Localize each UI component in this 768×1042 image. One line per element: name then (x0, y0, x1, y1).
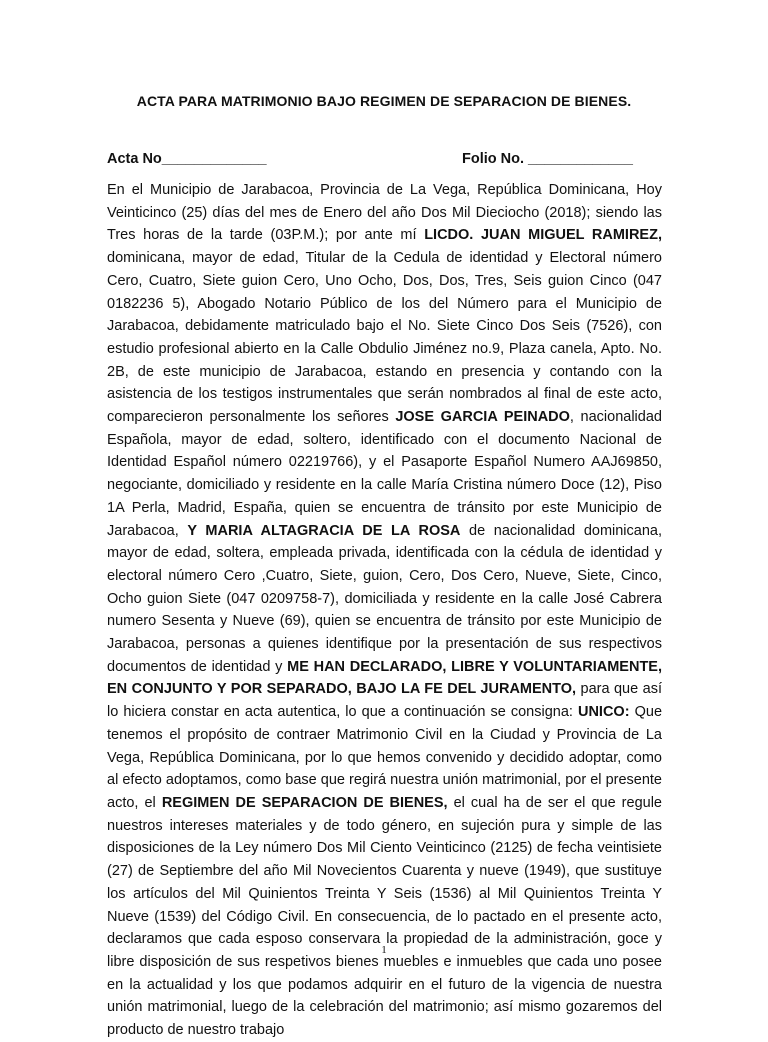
folio-number-label: Folio No. _____________ (462, 151, 633, 167)
declaration-statement: ME HAN DECLARADO, LIBRE Y VOLUNTARIAMENTE, EN CONJUNTO Y POR SEPARADO, BAJO LA FE DEL JURAMENTO, (107, 658, 663, 698)
body-text-segment: Que tenemos el propósito de contraer Matrimonio Civil en la Ciudad y Provincia de La Vega, República Dominicana, por lo que hemos convenido y decidido adoptar, como al efecto adoptamos, como base que regirá nuestra unión matrimonial, por el presente acto, el (107, 704, 663, 811)
document-title: ACTA PARA MATRIMONIO BAJO REGIMEN DE SEPARACION DE BIENES. (136, 93, 632, 109)
page-number: 1 (381, 944, 387, 956)
regime-name: REGIMEN DE SEPARACION DE BIENES, (161, 794, 448, 811)
body-text-segment: el cual ha de ser el que regule nuestros intereses materiales y de todo género, en sujeción pura y simple de las disposiciones de la Ley número Dos Mil Ciento Veinticinco (2125) de fecha veintisiete (27) de Septiembre del año Mil Novecientos Cuarenta y nueve (1949), que sustituye los artículos del Mil Quinientos Treinta Y Seis (1536) al Mil Quinientos Treinta Y Nueve (1539) del Código Civil. En consecuencia, de lo pactado en el presente acto, declaramos que cada esposo conservara la propiedad de la administración, goce y libre disposición de sus respetivos bienes muebles e inmuebles que cada uno posee en la actualidad y los que podamos adquirir en el futuro de la vigencia de nuestra unión matrimonial, luego de la celebración del matrimonio; así mismo gozaremos del producto de nuestro trabajo (107, 794, 662, 1039)
notary-name: LICDO. JUAN MIGUEL RAMIREZ, (424, 227, 662, 244)
body-text-segment: dominicana, mayor de edad, Titular de la Cedula de identidad y Electoral número Cero, Cuatro, Siete guion Cero, Uno Ocho, Dos, Dos, Tres, Seis guion Cinco (047 0182236 5), Abogado Notario Público de los del Número para el Municipio de Jarabacoa, debidamente matriculado bajo el No. Siete Cinco Dos Seis (7526), con estudio profesional abierto en la Calle Obdulio Jiménez no.9, Plaza canela, Apto. No. 2B, de este municipio de Jarabacoa, estando en presencia y contando con la asistencia de los testigos instrumentales que serán nombrados al final de este acto, comparecieron personalmente los señores (107, 250, 662, 426)
acta-header-row (107, 151, 667, 171)
acta-number-label: Acta No_____________ (107, 151, 267, 167)
body-text-segment: de nacionalidad dominicana, mayor de edad, soltera, empleada privada, identificada con la cédula de identidad y electoral número Cero ,Cuatro, Siete, guion, Cero, Dos Cero, Nueve, Siete, Cinco, Ocho guion Siete (047 0209758-7), domiciliada y residente en la calle José Cabrera numero Sesenta y Nueve (69), quien se encuentra de tránsito por este Municipio de Jarabacoa, personas a quienes identifique por la presentación de sus respectivos documentos de identidad y (107, 522, 663, 675)
bride-name: Y MARIA ALTAGRACIA DE LA ROSA (187, 522, 461, 539)
unico-label: UNICO: (577, 704, 630, 721)
body-text-segment: En el Municipio de Jarabacoa, Provincia de La Vega, República Dominicana, Hoy Veinticinco (25) días del mes de Enero del año Dos Mil Dieciocho (2018); siendo las Tres horas de la tarde (03P.M.); por ante mí (107, 182, 662, 244)
document-body-paragraph (107, 179, 662, 1042)
body-text-segment: para que así lo hiciera constar en acta autentica, lo que a continuación se consigna: (107, 681, 662, 721)
body-text-segment: , nacionalidad Española, mayor de edad, soltero, identificado con el documento Nacional de Identidad Español número 02219766), y el Pasaporte Español Numero AAJ69850, negociante, domiciliado y residente en la calle María Cristina número Doce (12), Piso 1A Perla, Madrid, España, quien se encuentra de tránsito por este Municipio de Jarabacoa, (107, 409, 662, 539)
groom-name: JOSE GARCIA PEINADO (395, 409, 570, 426)
